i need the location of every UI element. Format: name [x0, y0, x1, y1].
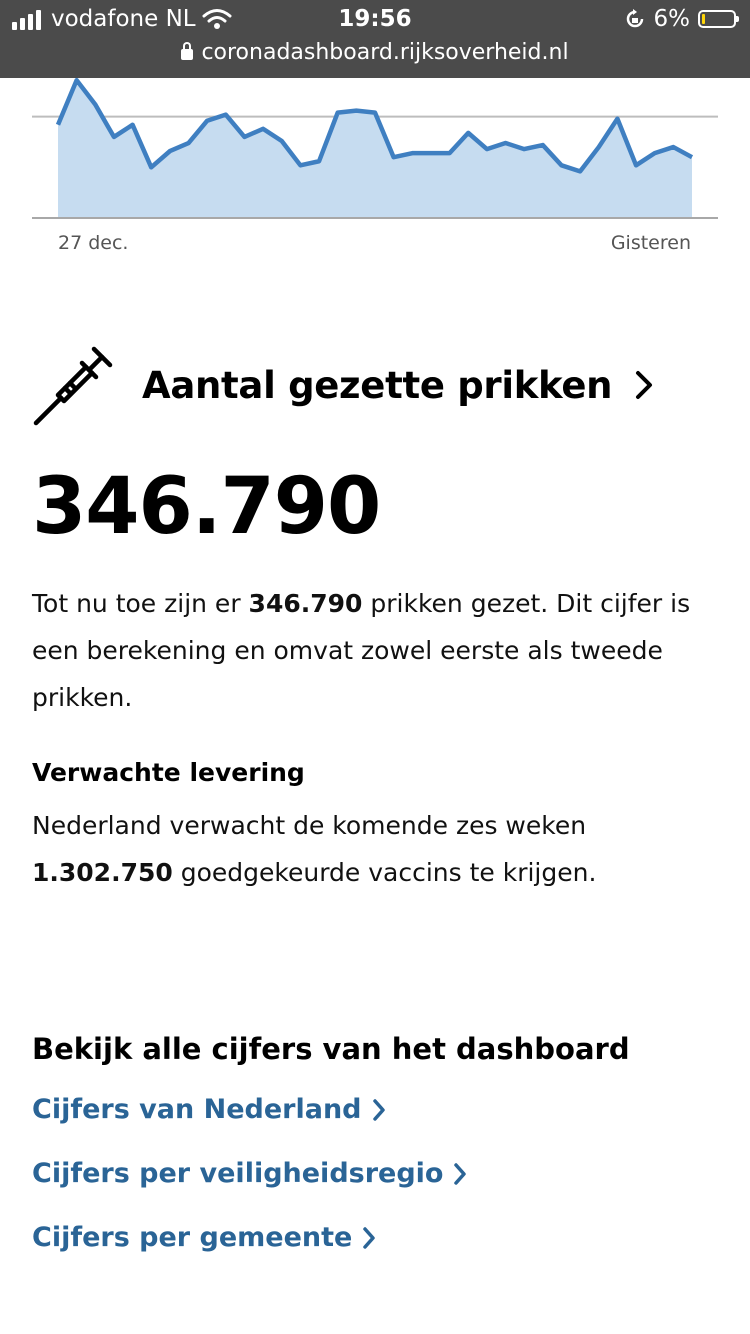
description-text: prikken gezet. Dit cijfer is een berekening en omvat zowel eerste als tweede prikken. [32, 589, 691, 712]
x-tick-label: Gisteren [610, 232, 691, 254]
section-header-link[interactable] [32, 340, 732, 430]
description-bold-number: 346.790 [248, 589, 363, 618]
carrier-name: vodafone NL [51, 6, 196, 32]
chevron-right-icon [372, 1098, 386, 1122]
links-heading: Bekijk alle cijfers van het dashboard [32, 1032, 630, 1066]
link-label: Cijfers van Nederland [32, 1094, 362, 1125]
clock: 19:56 [338, 6, 412, 32]
battery-percent: 6% [653, 6, 690, 32]
delivery-bold-number: 1.302.750 [32, 858, 173, 887]
vaccination-area-chart [0, 78, 750, 268]
syringe-icon [32, 343, 116, 427]
delivery-text: goedgekeurde vaccins te krijgen. [172, 858, 597, 887]
chart-svg [0, 78, 750, 228]
link-safety-region[interactable] [32, 1158, 467, 1189]
address-bar[interactable] [0, 40, 750, 65]
lock-icon [181, 49, 193, 60]
rotation-lock-icon [624, 8, 646, 30]
section-title: Aantal gezette prikken [142, 363, 613, 407]
link-label: Cijfers per veiligheidsregio [32, 1158, 444, 1189]
link-municipality[interactable] [32, 1222, 376, 1253]
delivery-text: Nederland verwacht de komende zes weken [32, 811, 587, 840]
total-shots-number: 346.790 [32, 462, 381, 552]
link-label: Cijfers per gemeente [32, 1222, 353, 1253]
x-tick-label: 27 dec. [58, 232, 129, 254]
battery-icon [698, 10, 736, 28]
status-right [624, 6, 737, 32]
shots-description [32, 580, 722, 721]
delivery-heading: Verwachte levering [32, 758, 305, 787]
status-bar [0, 0, 750, 78]
delivery-description [32, 802, 722, 896]
chevron-right-icon [362, 1226, 376, 1250]
url-text: coronadashboard.rijksoverheid.nl [201, 40, 569, 65]
link-netherlands[interactable] [32, 1094, 386, 1125]
description-text: Tot nu toe zijn er [32, 589, 249, 618]
chevron-right-icon [634, 370, 654, 400]
chevron-right-icon [453, 1162, 467, 1186]
